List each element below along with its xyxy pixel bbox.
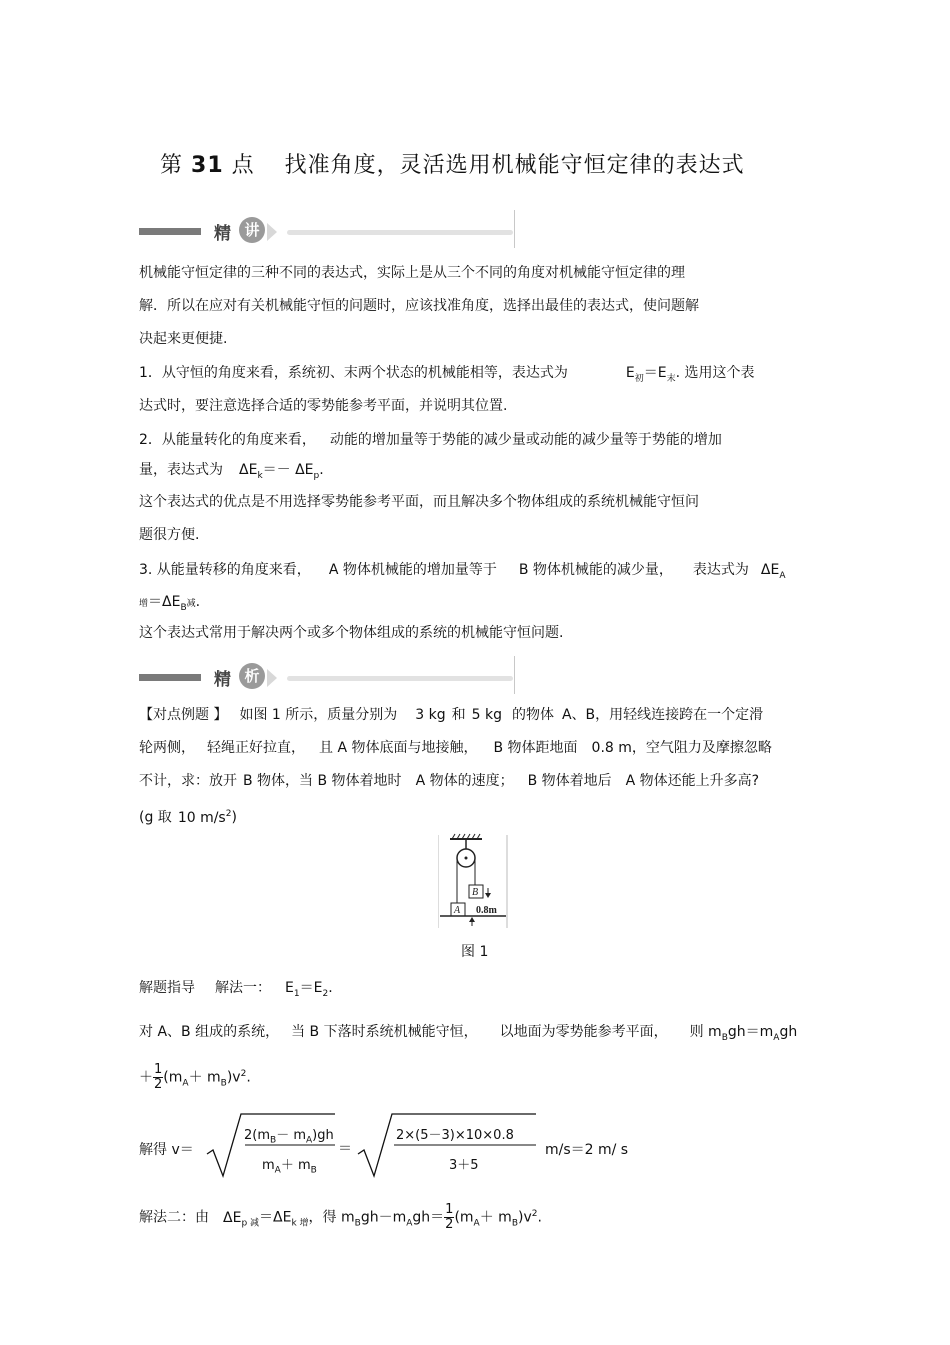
solution-s1-a: 对 A、B 组成的系统， [139, 1024, 280, 1040]
solution-s4-b-sub: p 减 [241, 1218, 260, 1229]
solution-s4-a: 解法二：由 [139, 1209, 209, 1226]
figure-caption: 图 1 [461, 944, 489, 960]
example-l3-b: B 物体，当 B 物体着地时 [243, 773, 402, 789]
example-mass-a: 3 kg [415, 707, 446, 723]
frac-num: 1 [154, 1062, 163, 1077]
item3-dot: . [195, 594, 201, 610]
r1-den-sub2: B [310, 1165, 317, 1176]
label-b: B [472, 887, 479, 898]
item1-tail: . 选用这个表 [675, 365, 755, 381]
item3-zeng: 增 [139, 599, 149, 609]
example-line-4 [139, 804, 237, 828]
item2-dep: ＝－ ΔE [262, 462, 314, 478]
solution-e2-sub: 2 [322, 988, 329, 999]
solution-method-2 [139, 1203, 542, 1233]
solution-s1-c: 以地面为零势能参考平面， [499, 1024, 668, 1040]
item2-dek-sub: k [257, 470, 263, 481]
solution-s4-j: . [537, 1209, 542, 1226]
item3-expr-label: 表达式为 [692, 562, 749, 578]
section-arrow-icon [267, 223, 277, 241]
intro-line-1: 机械能守恒定律的三种不同的表达式，实际上是从三个不同的角度对机械能守恒定律的理 [139, 265, 685, 281]
example-line-3 [139, 771, 759, 791]
solution-equals: ＝ [338, 1141, 352, 1157]
solution-e2: ＝E [299, 980, 323, 996]
example-g-value: 10 m/s [177, 809, 226, 826]
solution-s4-h-sub: B [511, 1218, 518, 1229]
example-l3-a: 不计，求：放开 [139, 773, 237, 789]
solution-result-label: 解得 v＝ [139, 1142, 194, 1158]
item2-line-2 [139, 460, 324, 486]
example-l2-b: 轻绳正好拉直， [207, 740, 305, 756]
solution-s1-d-sub: B [721, 1032, 728, 1043]
solution-s4-c-sub: k 增 [291, 1218, 309, 1229]
r1-den-a: m [262, 1158, 275, 1173]
solution-s2-plus: ＋ [139, 1069, 153, 1086]
example-text: 如图 1 所示，质量分别为 [239, 707, 398, 723]
fraction-half [153, 1063, 163, 1092]
title-suffix: 点 [231, 153, 255, 178]
item1-text: 1．从守恒的角度来看，系统初、末两个状态的机械能相等，表达式为 [139, 365, 568, 381]
solution-s4-d: ，得 m [308, 1209, 355, 1226]
r1-num-b: － m [276, 1128, 306, 1143]
radical-2-denominator: 3＋5 [449, 1158, 479, 1173]
section-char: 精 [214, 670, 231, 690]
radical-1-numerator [244, 1124, 334, 1146]
example-line-1 [139, 705, 763, 725]
item1-e: E [625, 365, 635, 381]
frac2-den: 2 [445, 1217, 454, 1232]
solution-s1-e-sub: A [773, 1032, 780, 1043]
example-l3-e: A 物体还能上升多高? [625, 773, 760, 789]
r1-den-b: ＋ m [280, 1158, 311, 1173]
solution-s4-g-sub: A [473, 1218, 480, 1229]
example-g-label: (g 取 [139, 809, 172, 826]
solution-s4-f: gh＝ [412, 1209, 445, 1226]
solution-s2-b-sub: A [182, 1078, 189, 1089]
section-rule-thin [287, 676, 513, 681]
intro-line-2: 解．所以在应对有关机械能守恒的问题时，应该找准角度，选择出最佳的表达式，使问题解 [139, 298, 699, 314]
item2-line-4: 题很方便. [139, 527, 200, 543]
item3-deb: ＝ΔE [148, 594, 181, 610]
title-number: 31 [191, 153, 224, 178]
item3-part-b: A 物体机械能的增加量等于 [328, 562, 497, 578]
solution-s2-c: ＋ m [188, 1069, 221, 1086]
example-line-2 [139, 738, 772, 758]
solution-dot: . [328, 980, 333, 996]
r1-num-a: 2(m [244, 1128, 271, 1143]
solution-s4-i-sup: 2 [531, 1208, 538, 1219]
example-and: 和 [451, 707, 466, 723]
solution-heading [139, 978, 333, 1004]
pulley-diagram [438, 833, 508, 928]
section-rule-thick [139, 674, 201, 681]
item3-deb-sub: B [180, 602, 187, 613]
item3-line-1 [139, 560, 786, 586]
example-g-close: ) [231, 809, 237, 826]
example-object: 的物体 [511, 707, 554, 723]
item3-dea-sub: A [779, 570, 786, 581]
section-char: 精 [214, 224, 231, 244]
solution-s4-h: ＋ m [479, 1209, 512, 1226]
item3-lead: 3. 从能量转移的角度来看， [139, 562, 311, 578]
section-header-jingjiang [139, 210, 517, 250]
example-l3-d: B 物体着地后 [527, 773, 612, 789]
example-mass-b: 5 kg [471, 707, 502, 723]
item3-line-2 [139, 592, 200, 618]
item3-jian: 减 [186, 599, 196, 609]
section-circle-badge: 讲 [239, 217, 265, 243]
example-tag: 【对点例题 】 [139, 707, 228, 723]
section-vertical-rule [514, 656, 515, 694]
item1-line-2: 达式时，要注意选择合适的零势能参考平面，并说明其位置. [139, 398, 508, 414]
solution-line-1 [139, 1022, 797, 1048]
page-title [160, 148, 745, 179]
item2-expr-label: 量，表达式为 [139, 462, 223, 478]
frac-den: 2 [154, 1077, 163, 1092]
solution-s2-d-sup: 2 [240, 1068, 247, 1079]
item2-dep-sub: p [313, 470, 320, 481]
item1-eq: ＝E [643, 365, 667, 381]
item2-dot: . [319, 462, 324, 478]
solution-s2-e: . [246, 1069, 251, 1086]
example-g-exp: 2 [225, 809, 232, 819]
fraction-half-2 [444, 1203, 454, 1232]
title-prefix: 第 [160, 153, 184, 178]
solution-e1-sub: 1 [293, 988, 300, 999]
section-vertical-rule [514, 210, 515, 248]
example-text-tail: A、B，用轻线连接跨在一个定滑 [561, 707, 764, 723]
radical-1-denominator [262, 1154, 317, 1176]
item2-line-1 [139, 430, 722, 450]
pulley-figure [438, 833, 508, 928]
solution-s4-c: ＝ΔE [259, 1209, 292, 1226]
item1-line-1 [139, 363, 755, 389]
solution-s2-d: )v [226, 1069, 241, 1086]
label-a: A [454, 905, 461, 916]
item2-lead: 2．从能量转化的角度来看， [139, 432, 316, 448]
r1-num-c: )gh [312, 1128, 334, 1143]
solution-method-1: 解法一： [215, 980, 271, 996]
intro-line-3: 决起来更便捷. [139, 331, 228, 347]
r1-den-sub1: A [274, 1165, 281, 1176]
frac2-num: 1 [445, 1202, 454, 1217]
section-circle-badge: 析 [239, 663, 265, 689]
item2-body: 动能的增加量等于势能的减少量或动能的减少量等于势能的增加 [329, 432, 722, 448]
solution-s1-d: 则 m [689, 1024, 722, 1040]
solution-s4-e: gh－m [360, 1209, 407, 1226]
solution-s4-e-sub: A [406, 1218, 413, 1229]
section-rule-thin [287, 230, 513, 235]
solution-e1: E [285, 980, 294, 996]
solution-s2-b: (m [163, 1069, 183, 1086]
solution-s4-g: (m [454, 1209, 474, 1226]
solution-guide-label: 解题指导 [139, 980, 195, 996]
example-l3-c: A 物体的速度； [415, 773, 514, 789]
section-header-jingxi [139, 656, 517, 696]
solution-s2-c-sub: B [220, 1078, 227, 1089]
label-height: 0.8m [476, 905, 497, 916]
item1-eq-sub: 末 [666, 373, 676, 384]
solution-result-value: m/s＝2 m/ s [545, 1142, 629, 1158]
solution-s4-d-sub: B [354, 1218, 361, 1229]
item2-line-3: 这个表达式的优点是不用选择零势能参考平面，而且解决多个物体组成的系统机械能守恒问 [139, 494, 699, 510]
solution-s1-f: gh [779, 1024, 798, 1040]
item3-line-3: 这个表达式常用于解决两个或多个物体组成的系统的机械能守恒问题. [139, 625, 564, 641]
example-l2-d: B 物体距地面 [493, 740, 578, 756]
solution-s1-e: gh＝m [727, 1024, 774, 1040]
example-l2-c: 且 A 物体底面与地接触， [319, 740, 478, 756]
radical-2-numerator: 2×(5－3)×10×0.8 [396, 1128, 514, 1143]
section-arrow-icon [267, 669, 277, 687]
item2-dek: ΔE [239, 462, 258, 478]
example-l2-a: 轮两侧， [139, 740, 195, 756]
item3-dea: ΔE [760, 562, 780, 578]
solution-s4-i: )v [518, 1209, 532, 1226]
solution-line-2 [139, 1063, 251, 1093]
example-l2-e: 0.8 m，空气阻力及摩擦忽略 [591, 740, 772, 756]
item1-e-sub: 初 [634, 373, 644, 384]
r1-num-sub1: B [270, 1135, 277, 1146]
solution-s1-b: 当 B 下落时系统机械能守恒， [291, 1024, 478, 1040]
title-main: 找准角度，灵活选用机械能守恒定律的表达式 [284, 153, 745, 178]
section-rule-thick [139, 228, 201, 235]
r1-num-sub2: A [306, 1135, 313, 1146]
item3-part-c: B 物体机械能的减少量， [518, 562, 673, 578]
solution-s4-b: ΔE [223, 1209, 242, 1226]
